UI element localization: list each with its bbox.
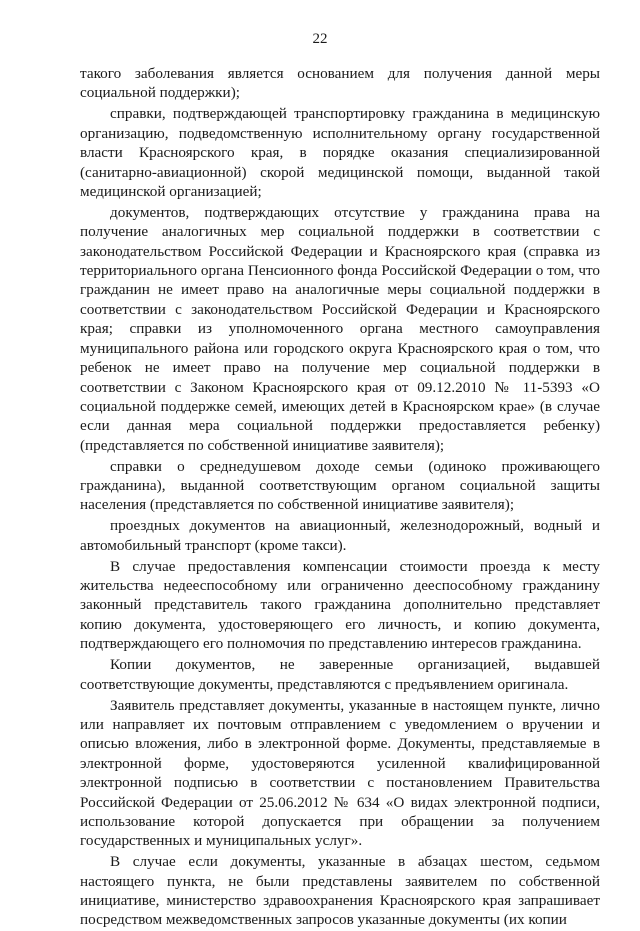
document-body [80,64,600,931]
paragraph-no-entitlement-documents: документов, подтверждающих отсутствие у гражданина права на получение аналогичных мер социальной поддержки в соответствии с законодательством Российской Федерации и Красноярского края (справка из территориального органа Пенсионного фонда Российской Федерации о том, что гражданин не имеет право на аналогичные меры социальной поддержки в соответствии с законодательством Российской Федерации и Красноярского края; справки из уполномоченного органа местного самоуправления муниципального района или городского округа Красноярского края о том, что ребенок не имеет право на получение мер социальной поддержки в соответствии с Законом Красноярского края от 09.12.2010 № 11-5393 «О социальной поддержке семей, имеющих детей в Красноярском крае» (в случае если данная мера социальной поддержки предоставляется ребенку) (представляется по собственной инициативе заявителя); [80,203,600,454]
paragraph-transport-certificate: справки, подтверждающей транспортировку гражданина в медицинскую организацию, подведомственную исполнительному органу государственной власти Красноярского края, в порядке оказания специализированной (санитарно-авиационной) скорой медицинской помощи, выданной такой медицинской организацией; [80,105,600,200]
paragraph-continuation: такого заболевания является основанием для получения данной меры социальной поддержки); [80,65,600,102]
paragraph-document-copies: Копии документов, не заверенные организацией, выдавшей соответствующие документы, представляются с предъявлением оригинала. [80,656,600,693]
paragraph-income-certificate: справки о среднедушевом доходе семьи (одиноко проживающего гражданина), выданной соответствующим органом социальной защиты населения (представляется по собственной инициативе заявителя); [80,457,600,514]
paragraph-travel-documents: проездных документов на авиационный, железнодорожный, водный и автомобильный транспорт (кроме такси). [80,517,600,554]
paragraph-legal-representative: В случае предоставления компенсации стоимости проезда к месту жительства недееспособному или ограниченно дееспособному гражданину законный представитель такого гражданина дополнительно представляет копию документа, удостоверяющего его личность, и копию документа, подтверждающего его полномочия по представлению интересов гражданина. [80,557,600,653]
page-number: 22 [312,31,328,47]
paragraph-interagency-requests: В случае если документы, указанные в абзацах шестом, седьмом настоящего пункта, не были представлены заявителем по собственной инициативе, министерство здравоохранения Красноярского края запрашивает посредством межведомственных запросов указанные документы (их копии [80,853,600,929]
paragraph-submission-methods: Заявитель представляет документы, указанные в настоящем пункте, лично или направляет их почтовым отправлением с уведомлением о вручении и описью вложения, либо в электронной форме. Документы, представляемые в электронной форме, удостоверяются усиленной квалифицированной электронной подписью в соответствии с постановлением Правительства Российской Федерации от 25.06.2012 № 634 «О видах электронной подписи, использование которой допускается при обращении за получением государственных и муниципальных услуг». [80,696,600,850]
